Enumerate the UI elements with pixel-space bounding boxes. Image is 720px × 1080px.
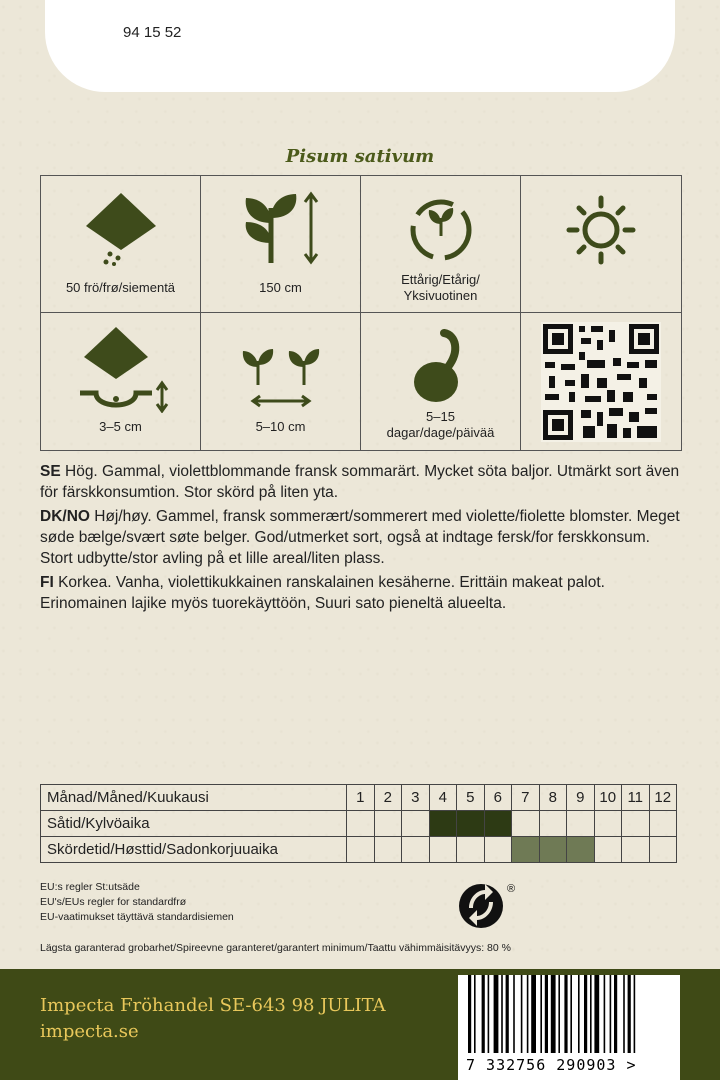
green-dot-recycle-icon [455,878,521,930]
barcode-bar [551,975,556,1053]
harvest-month-11 [622,837,650,863]
month-cell: 2 [374,785,402,811]
calendar-header-row [41,785,677,811]
barcode-bar [494,975,499,1053]
sowing-depth-icon [66,323,176,413]
lang-code: SE [40,463,61,480]
harvest-label: Skördetid/Høsttid/Sadonkorjuuaika [41,837,347,863]
description-fi [40,572,686,614]
barcode-bar [540,975,542,1053]
barcode-bar [521,975,523,1053]
harvest-month-8 [539,837,567,863]
barcode-bar [634,975,636,1053]
barcode-bar [570,975,572,1053]
barcode-bar [501,975,503,1053]
company-address: Impecta Fröhandel SE-643 98 JULITA [40,995,386,1016]
cell-height [201,176,361,313]
barcode-bar [513,975,515,1053]
rule-line: EU-vaatimukset täyttävä standardisiemen [40,911,234,923]
cell-qr [521,313,681,450]
month-cell: 11 [622,785,650,811]
barcode-bar [578,975,580,1053]
barcode-bar [488,975,490,1053]
barcode-bar [590,975,592,1053]
lang-code: FI [40,574,54,591]
product-code: 94 15 52 [123,24,182,41]
harvest-month-3 [402,837,430,863]
barcode-bar [474,975,476,1053]
sowing-month-9 [567,811,595,837]
sowing-calendar [40,784,677,863]
harvest-month-12 [649,837,677,863]
seed-packet-icon [66,188,176,268]
barcode-bar [604,975,606,1053]
barcode-bar [558,975,560,1053]
month-cell: 4 [429,785,457,811]
sowing-label: Såtid/Kylvöaika [41,811,347,837]
barcode-bar [545,975,548,1053]
eu-rules [40,880,234,925]
sowing-month-12 [649,811,677,837]
barcode-bar [564,975,567,1053]
month-cell: 12 [649,785,677,811]
barcode [458,975,680,1080]
description-text: Hög. Gammal, violettblommande fransk sommarärt. Mycket söta baljor. Utmärkt sort även för färskkonsumtion. Stor skörd på liten yta. [40,463,680,501]
harvest-month-4 [429,837,457,863]
plant-spacing-icon [226,335,336,415]
harvest-month-10 [594,837,622,863]
company-website[interactable]: impecta.se [40,1021,139,1042]
description-text: Høj/høy. Gammel, fransk sommerært/sommerert med violette/fiolette blomster. Meget søde bælge/svært søte belger. God/utmerket sort, også at indtage fersk/for ferskkonsum. Stort udbytte/stor avling på et lille areal/liten plass. [40,508,680,567]
month-cell: 10 [594,785,622,811]
barcode-bar [531,975,536,1053]
sowing-month-5 [457,811,485,837]
month-cell: 8 [539,785,567,811]
barcode-bar [506,975,509,1053]
harvest-month-7 [512,837,540,863]
harvest-month-9 [567,837,595,863]
sun-icon [546,188,656,268]
month-cell: 1 [347,785,375,811]
sowing-month-7 [512,811,540,837]
barcode-bar [594,975,599,1053]
description-se [40,461,686,503]
month-cell: 9 [567,785,595,811]
sowing-month-11 [622,811,650,837]
barcode-bar [468,975,471,1053]
annual-label: Ettårig/Etårig/ Yksivuotinen [401,272,480,303]
sowing-month-10 [594,811,622,837]
species-name: Pisum sativum [285,146,435,167]
rule-line: EU's/EUs regler for standardfrø [40,896,187,908]
barcode-bar [482,975,485,1053]
barcode-bars [468,975,668,1053]
calendar-row-harvest [41,837,677,863]
calendar-row-sowing [41,811,677,837]
sowing-month-1 [347,811,375,837]
cell-germination [361,313,521,450]
month-cell: 7 [512,785,540,811]
sowing-month-2 [374,811,402,837]
barcode-bar [614,975,617,1053]
plant-height-icon [226,188,336,268]
icon-grid [40,175,682,451]
cell-annual [361,176,521,313]
harvest-month-1 [347,837,375,863]
harvest-month-6 [484,837,512,863]
cell-sun [521,176,681,313]
germination-guarantee: Lägsta garanterad grobarhet/Spireevne garanteret/garantert minimum/Taattu vähimmäisitävyys: 80 % [40,942,511,954]
spacing-label: 5–10 cm [255,419,306,434]
cell-sowing-depth [41,313,201,450]
calendar-header: Månad/Måned/Kuukausi [41,785,347,811]
germination-icon [386,327,496,407]
lang-code: DK/NO [40,508,90,525]
month-cell: 6 [484,785,512,811]
sowing-month-4 [429,811,457,837]
depth-label: 3–5 cm [99,419,142,434]
cell-spacing [201,313,361,450]
rule-line: EU:s regler St:utsäde [40,881,140,893]
sowing-month-8 [539,811,567,837]
barcode-bar [584,975,587,1053]
cell-seed-count [41,176,201,313]
month-cell: 5 [457,785,485,811]
descriptions [40,461,686,617]
harvest-month-2 [374,837,402,863]
description-dk-no [40,506,686,569]
barcode-digits: 7 332756 290903 > [466,1056,637,1074]
germination-label: 5–15 dagar/dage/päivää [386,409,495,440]
registered-mark: ® [507,883,516,895]
barcode-bar [623,975,625,1053]
month-cell: 3 [402,785,430,811]
sowing-month-3 [402,811,430,837]
annual-cycle-icon [386,188,496,268]
hanger-window [45,0,675,92]
harvest-month-5 [457,837,485,863]
sowing-month-6 [484,811,512,837]
barcode-bar [527,975,529,1053]
qr-code-icon[interactable] [541,322,661,442]
description-text: Korkea. Vanha, violettikukkainen ranskalainen kesäherne. Erittäin makeat palot. Erinomainen lajike myös tuorekäyttöön, Suuri sato pieneltä alueelta. [40,574,605,612]
seed-count-label: 50 frö/frø/siementä [65,280,176,295]
barcode-bar [610,975,612,1053]
barcode-bar [628,975,631,1053]
height-label: 150 cm [259,280,302,295]
